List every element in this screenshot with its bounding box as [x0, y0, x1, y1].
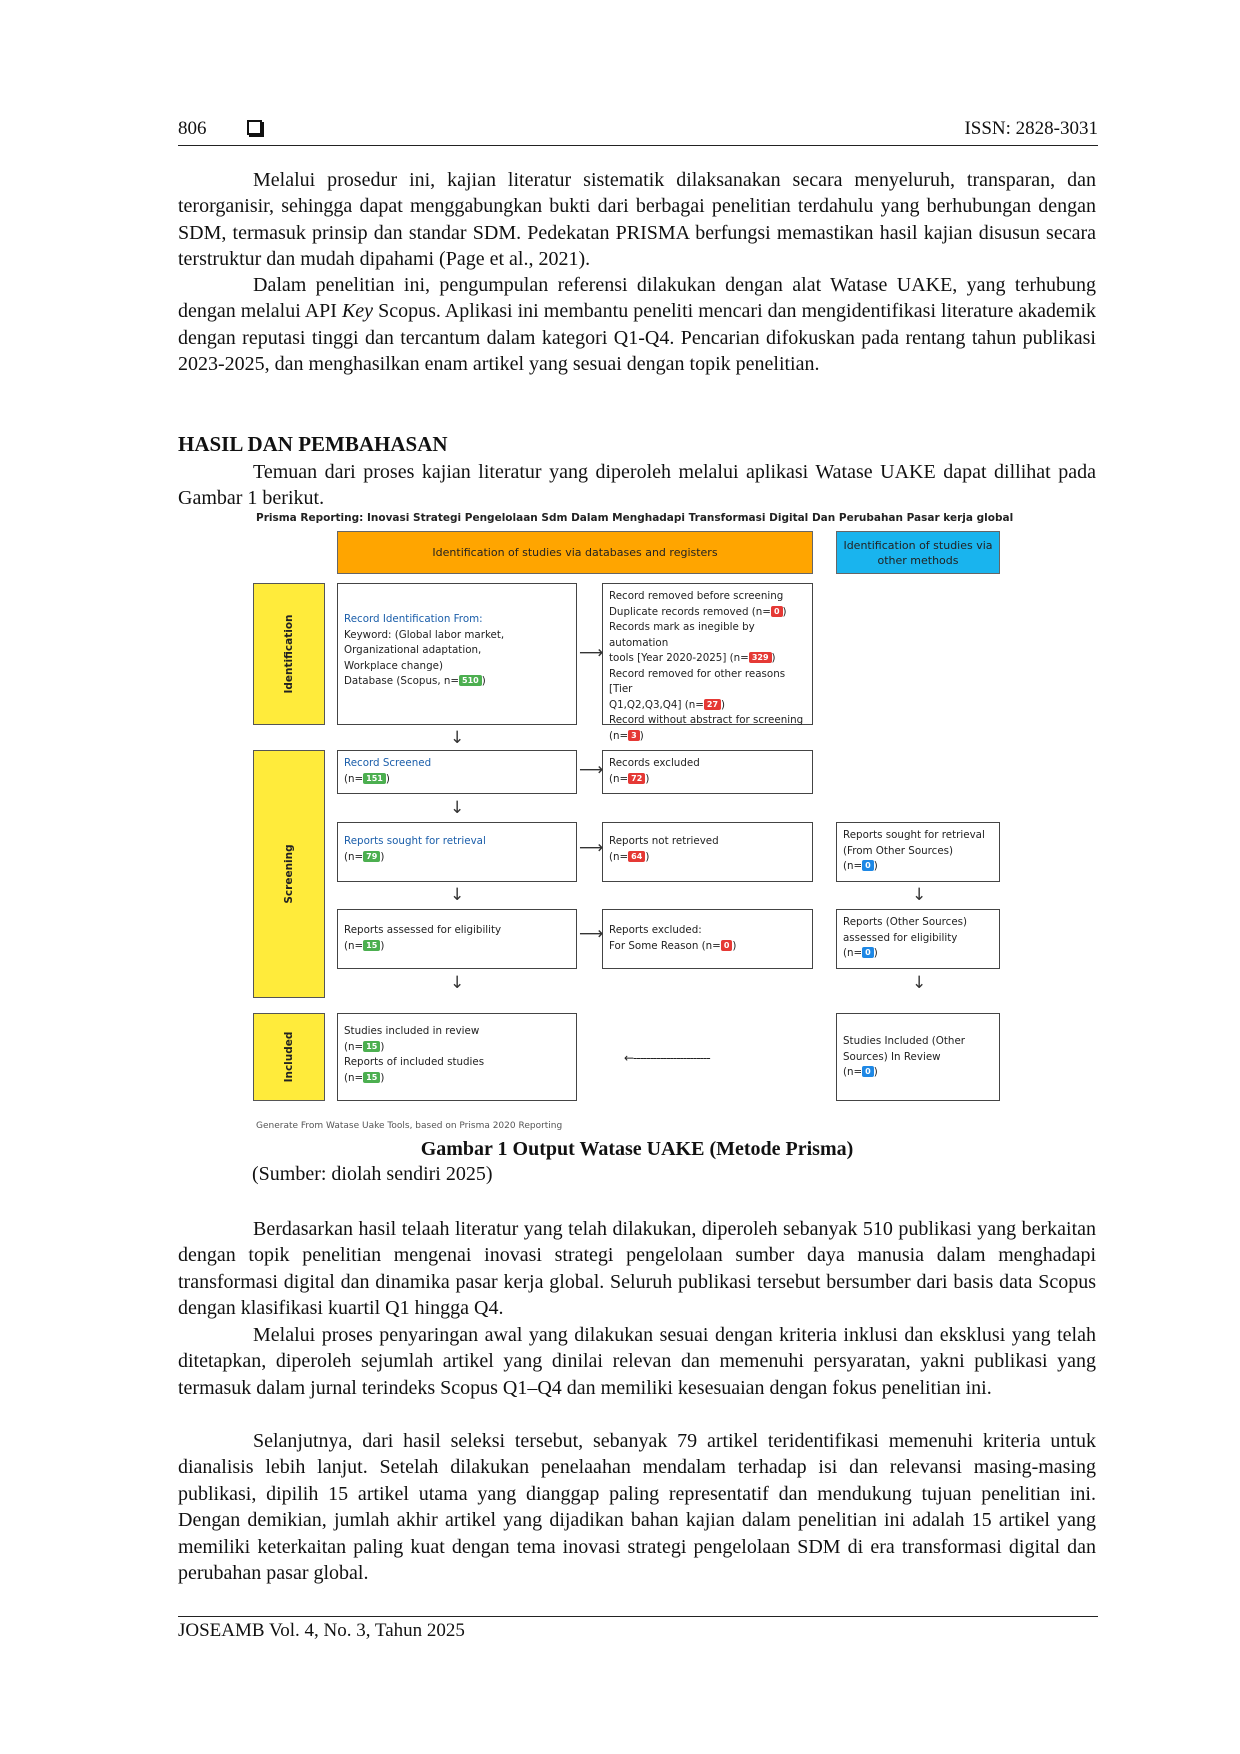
reports-sought-box: Reports sought for retrieval (n= 79 ): [337, 822, 577, 882]
journal-footer: JOSEAMB Vol. 4, No. 3, Tahun 2025: [178, 1620, 465, 1641]
phase-identification: Identification: [253, 583, 325, 725]
section-heading: HASIL DAN PEMBAHASAN: [178, 432, 448, 456]
paragraph-4: Berdasarkan hasil telaah literatur yang telah dilakukan, diperoleh sebanyak 510 publikasi yang berkaitan dengan topik penelitian mengenai inovasi strategi pengelolaan sumber daya manusia dalam menghadapi transformasi digital dan dinamika pasar kerja global. Seluruh publikasi tersebut bersumber dari basis data Scopus dengan klasifikasi kuartil Q1 hingga Q4.: [178, 1218, 1096, 1320]
paragraph-1: Melalui prosedur ini, kajian literatur sistematik dilaksanakan secara menyeluruh, transparan, dan terorganisir, sehingga dapat menggabungkan bukti dari berbagai penelitian terdahulu yang berhubungan dengan SDM, termasuk prinsip dan standar SDM. Pedekatan PRISMA berfungsi memastikan hasil kajian disusun secara terstruktur dan mudah dipahami (Page et al., 2021).: [178, 169, 1096, 271]
header-databases: Identification of studies via databases and registers: [337, 531, 813, 574]
record-screened-box: Record Screened (n= 151 ): [337, 750, 577, 794]
reports-not-retrieved-box: Reports not retrieved (n= 64 ): [602, 822, 813, 882]
header-other-methods: Identification of studies via other methods: [836, 531, 1000, 574]
header-rule: [178, 145, 1098, 146]
figure-source: (Sumber: diolah sendiri 2025): [252, 1163, 493, 1185]
reports-sought-other-box: Reports sought for retrieval (From Other Sources) (n= 0 ): [836, 822, 1000, 882]
footer-rule: [178, 1616, 1098, 1617]
record-identification-box: Record Identification From: Keyword: (Global labor market, Organizational adaptation, Workplace change) Database (Scopus, n= 510 ): [337, 583, 577, 725]
paragraph-2: Dalam penelitian ini, pengumpulan referensi dilakukan dengan alat Watase UAKE, yang terhubung dengan melalui API Key Scopus. Aplikasi ini membantu peneliti mencari dan mengidentifikasi literature akademik dengan reputasi tinggi dan tercantum dalam kategori Q1-Q4. Pencarian difokuskan pada rentang tahun publikasi 2023-2025, dan menghasilkan enam artikel yang sesuai dengan topik penelitian.: [178, 274, 1096, 376]
figure-caption: Gambar 1 Output Watase UAKE (Metode Prisma): [420, 1138, 854, 1160]
arrow-left-dashed-icon: ←-----------------------: [624, 1051, 710, 1065]
figure-footer-note: Generate From Watase Uake Tools, based on Prisma 2020 Reporting: [256, 1121, 563, 1131]
phase-screening: Screening: [253, 750, 325, 998]
arrow-right-icon: ⟶: [579, 924, 604, 944]
reports-assessed-box: Reports assessed for eligibility (n= 15 ): [337, 909, 577, 969]
arrow-right-icon: ⟶: [579, 838, 604, 858]
figure-title: Prisma Reporting: Inovasi Strategi Pengelolaan Sdm Dalam Menghadapi Transformasi Digital Dan Perubahan Pasar kerja global: [256, 512, 1014, 524]
paragraph-3: Temuan dari proses kajian literatur yang diperoleh melalui aplikasi Watase UAKE dapat dillihat pada Gambar 1 berikut.: [178, 461, 1096, 510]
running-header: [178, 118, 1098, 148]
arrow-down-icon: ↓: [912, 885, 927, 905]
arrow-down-icon: ↓: [450, 973, 465, 993]
records-excluded-box: Records excluded (n= 72 ): [602, 750, 813, 794]
paragraph-5: Melalui proses penyaringan awal yang dilakukan sesuai dengan kriteria inklusi dan eksklusi yang telah ditetapkan, diperoleh sejumlah artikel yang dinilai relevan dan memenuhi persyaratan, yakni publikasi yang termasuk dalam jurnal terindeks Scopus Q1–Q4 dan memiliki kesesuaian dengan fokus penelitian ini.: [178, 1324, 1096, 1399]
records-removed-box: Record removed before screening Duplicate records removed (n= 0 ) Records mark as inegible by automation tools [Year 2020-2025] (n= 329 ) Record removed for other reasons [Tier Q1,Q2,Q3,Q4] (n= 27 ) Record without abstract for screening (n= 3 ): [602, 583, 813, 725]
arrow-right-icon: ⟶: [579, 760, 604, 780]
arrow-down-icon: ↓: [450, 885, 465, 905]
arrow-down-icon: ↓: [450, 728, 465, 748]
page-number: 806: [178, 118, 207, 139]
arrow-down-icon: ↓: [450, 798, 465, 818]
studies-included-other-box: Studies Included (Other Sources) In Review (n= 0 ): [836, 1013, 1000, 1101]
paragraph-6: Selanjutnya, dari hasil seleksi tersebut, sebanyak 79 artikel teridentifikasi memenuhi kriteria untuk dianalisis lebih lanjut. Setelah dilakukan penelaahan mendalam terhadap isi dan relevansi masing-masing publikasi, dipilih 15 artikel utama yang dianggap paling representatif dan mendukung tujuan penelitian ini. Dengan demikian, jumlah akhir artikel yang dijadikan bahan kajian dalam penelitian ini adalah 15 artikel yang memiliki keterkaitan paling kuat dengan tema inovasi strategi pengelolaan SDM di era transformasi digital dan perubahan pasar global.: [178, 1430, 1096, 1585]
prisma-figure: [253, 512, 1014, 1132]
issn: ISSN: 2828-3031: [964, 118, 1098, 139]
arrow-down-icon: ↓: [912, 973, 927, 993]
arrow-right-icon: ⟶: [579, 643, 604, 663]
reports-assessed-other-box: Reports (Other Sources) assessed for eligibility (n= 0 ): [836, 909, 1000, 969]
phase-included: Included: [253, 1013, 325, 1101]
reports-excluded-box: Reports excluded: For Some Reason (n= 0 ): [602, 909, 813, 969]
studies-included-box: Studies included in review (n= 15 ) Reports of included studies (n= 15 ): [337, 1013, 577, 1101]
square-bullet-icon: [247, 120, 262, 135]
